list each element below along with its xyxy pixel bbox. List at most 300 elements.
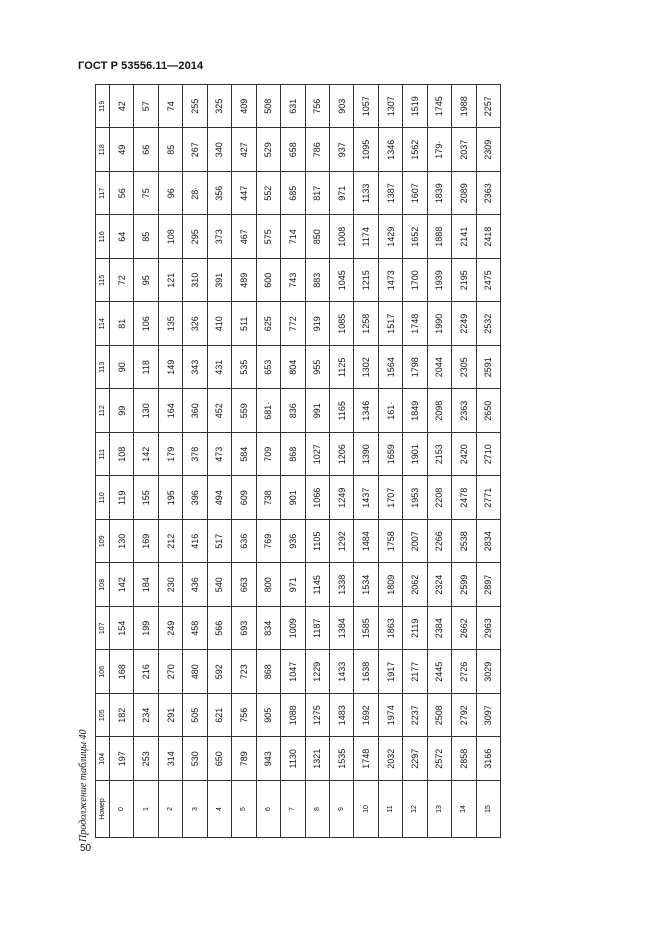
table-cell: 836 — [281, 389, 305, 433]
table-cell: 253 — [134, 737, 158, 781]
row-number-cell: 106 — [96, 650, 110, 694]
table-cell: 149 — [158, 346, 182, 390]
column-header: 1 — [134, 781, 158, 838]
table-cell: 195 — [158, 476, 182, 520]
table-cell: 1473 — [378, 259, 402, 303]
table-cell: 249 — [158, 607, 182, 651]
table-cell: 2478 — [452, 476, 476, 520]
table-cell: 2249 — [452, 302, 476, 346]
table-cell: 631 — [281, 85, 305, 129]
table-cell: 1917 — [378, 650, 402, 694]
table-cell: 1145 — [305, 563, 329, 607]
table-cell: 769 — [256, 520, 280, 564]
table-cell: 295 — [183, 215, 207, 259]
table-cell: 130 — [134, 389, 158, 433]
column-header: 11 — [378, 781, 402, 838]
column-header: 10 — [354, 781, 378, 838]
table-cell: 2062 — [403, 563, 427, 607]
table-cell: 409 — [232, 85, 256, 129]
table-cell: 108 — [110, 433, 134, 477]
table-cell: 1692 — [354, 694, 378, 738]
table-cell: 2153 — [427, 433, 451, 477]
table-cell: 566 — [207, 607, 231, 651]
table-cell: 559 — [232, 389, 256, 433]
table-cell: 786 — [305, 128, 329, 172]
table-cell: 868 — [281, 433, 305, 477]
table-cell: 800 — [256, 563, 280, 607]
table-cell: 919 — [305, 302, 329, 346]
table-cell: 49 — [110, 128, 134, 172]
table-cell: 64 — [110, 215, 134, 259]
table-cell: 505 — [183, 694, 207, 738]
table-cell: 291 — [158, 694, 182, 738]
table-cell: 1229 — [305, 650, 329, 694]
table-cell: 868 — [256, 650, 280, 694]
table-cell: 2007 — [403, 520, 427, 564]
table-cell: 1700 — [403, 259, 427, 303]
row-number-cell: 112 — [96, 389, 110, 433]
table-cell: 85 — [134, 215, 158, 259]
table-cell: 1535 — [329, 737, 353, 781]
table-cell: 1165 — [329, 389, 353, 433]
table-cell: 636 — [232, 520, 256, 564]
table-container — [95, 95, 501, 838]
table-cell: 756 — [305, 85, 329, 129]
column-header: 14 — [452, 781, 476, 838]
table-cell: 955 — [305, 346, 329, 390]
table-column-10 — [354, 85, 378, 838]
table-cell: 81 — [110, 302, 134, 346]
table-cell: 1988 — [452, 85, 476, 129]
table-cell: 2363 — [476, 172, 500, 216]
table-cell: 1888 — [427, 215, 451, 259]
table-cell: 2418 — [476, 215, 500, 259]
document-header: ГОСТ Р 53556.11—2014 — [78, 60, 204, 72]
table-cell: 789 — [232, 737, 256, 781]
table-cell: 2032 — [378, 737, 402, 781]
table-cell: 609 — [232, 476, 256, 520]
table-cell: 2037 — [452, 128, 476, 172]
table-cell: 142 — [134, 433, 158, 477]
table-cell: 85 — [158, 128, 182, 172]
table-cell: 118 — [134, 346, 158, 390]
table-column-4 — [207, 85, 231, 838]
table-cell: 2834 — [476, 520, 500, 564]
table-cell: 489 — [232, 259, 256, 303]
table-cell: 169 — [134, 520, 158, 564]
table-cell: 99 — [110, 389, 134, 433]
table-cell: 1534 — [354, 563, 378, 607]
table-cell: 2572 — [427, 737, 451, 781]
table-cell: 592 — [207, 650, 231, 694]
table-cell: 936 — [281, 520, 305, 564]
row-label-header: Номер — [96, 781, 110, 838]
row-number-cell: 118 — [96, 128, 110, 172]
table-cell: 95 — [134, 259, 158, 303]
table-cell: 517 — [207, 520, 231, 564]
table-cell: 184 — [134, 563, 158, 607]
table-cell: 1798 — [403, 346, 427, 390]
table-cell: 1066 — [305, 476, 329, 520]
table-cell: 552 — [256, 172, 280, 216]
table-cell: 2508 — [427, 694, 451, 738]
table-cell: 943 — [256, 737, 280, 781]
table-cell: 584 — [232, 433, 256, 477]
table-column-5 — [232, 85, 256, 838]
table-cell: 1748 — [403, 302, 427, 346]
table-cell: 467 — [232, 215, 256, 259]
table-cell: 2710 — [476, 433, 500, 477]
row-number-cell: 115 — [96, 259, 110, 303]
table-cell: 1939 — [427, 259, 451, 303]
table-cell: 2384 — [427, 607, 451, 651]
table-cell: 458 — [183, 607, 207, 651]
table-cell: 2475 — [476, 259, 500, 303]
table-cell: 436 — [183, 563, 207, 607]
table-cell: 1745 — [427, 85, 451, 129]
table-cell: 2662 — [452, 607, 476, 651]
column-header: 7 — [281, 781, 305, 838]
table-caption: Продолжение таблицы 40 — [78, 729, 89, 842]
table-cell: 1638 — [354, 650, 378, 694]
table-cell: 1206 — [329, 433, 353, 477]
table-cell: 164 — [158, 389, 182, 433]
table-cell: 142 — [110, 563, 134, 607]
table-column-13 — [427, 85, 451, 838]
table-cell: 378 — [183, 433, 207, 477]
table-cell: 1707 — [378, 476, 402, 520]
table-column-0 — [110, 85, 134, 838]
table-cell: 431 — [207, 346, 231, 390]
row-number-cell: 107 — [96, 607, 110, 651]
table-cell: 447 — [232, 172, 256, 216]
table-cell: 494 — [207, 476, 231, 520]
row-number-cell: 104 — [96, 737, 110, 781]
table-cell: 2309 — [476, 128, 500, 172]
table-cell: 1863 — [378, 607, 402, 651]
table-cell: 1990 — [427, 302, 451, 346]
table-cell: 2792 — [452, 694, 476, 738]
table-cell: 1346 — [354, 389, 378, 433]
table-column-6 — [256, 85, 280, 838]
table-cell: 1085 — [329, 302, 353, 346]
table-cell: 96 — [158, 172, 182, 216]
table-cell: 2119 — [403, 607, 427, 651]
table-cell: 2363 — [452, 389, 476, 433]
table-cell: 326 — [183, 302, 207, 346]
table-cell: 1302 — [354, 346, 378, 390]
table-cell: 2591 — [476, 346, 500, 390]
column-header: 0 — [110, 781, 134, 838]
table-cell: 2897 — [476, 563, 500, 607]
table-cell: 2237 — [403, 694, 427, 738]
column-header: 5 — [232, 781, 256, 838]
table-cell: 2538 — [452, 520, 476, 564]
table-cell: 1659 — [378, 433, 402, 477]
table-cell: 74 — [158, 85, 182, 129]
table-cell: 90 — [110, 346, 134, 390]
table-cell: 1839 — [427, 172, 451, 216]
row-number-cell: 117 — [96, 172, 110, 216]
table-cell: 650 — [207, 737, 231, 781]
table-cell: 2208 — [427, 476, 451, 520]
table-cell: 2650 — [476, 389, 500, 433]
table-cell: 2177 — [403, 650, 427, 694]
table-cell: 971 — [329, 172, 353, 216]
table-cell: 2098 — [427, 389, 451, 433]
table-cell: 1387 — [378, 172, 402, 216]
table-cell: 2420 — [452, 433, 476, 477]
table-cell: 971 — [281, 563, 305, 607]
table-cell: 216 — [134, 650, 158, 694]
table-cell: 653 — [256, 346, 280, 390]
table-cell: 234 — [134, 694, 158, 738]
table-cell: 1562 — [403, 128, 427, 172]
table-cell: 310 — [183, 259, 207, 303]
table-cell: 1390 — [354, 433, 378, 477]
table-cell: 340 — [207, 128, 231, 172]
table-cell: 1953 — [403, 476, 427, 520]
table-cell: 817 — [305, 172, 329, 216]
table-cell: 119 — [110, 476, 134, 520]
table-cell: 3029 — [476, 650, 500, 694]
table-cell: 901 — [281, 476, 305, 520]
table-cell: 658 — [281, 128, 305, 172]
table-cell: 1433 — [329, 650, 353, 694]
table-cell: 2726 — [452, 650, 476, 694]
table-cell: 883 — [305, 259, 329, 303]
table-cell: 743 — [281, 259, 305, 303]
row-number-cell: 110 — [96, 476, 110, 520]
table-cell: 1125 — [329, 346, 353, 390]
table-column-8 — [305, 85, 329, 838]
table-column-7 — [281, 85, 305, 838]
table-cell: 2305 — [452, 346, 476, 390]
table-cell: 75 — [134, 172, 158, 216]
table-cell: 535 — [232, 346, 256, 390]
table-cell: 2141 — [452, 215, 476, 259]
table-cell: 621 — [207, 694, 231, 738]
table-cell: 905 — [256, 694, 280, 738]
table-cell: 1564 — [378, 346, 402, 390]
table-cell: 325 — [207, 85, 231, 129]
table-column-11 — [378, 85, 402, 838]
column-header: 8 — [305, 781, 329, 838]
table-cell: 343 — [183, 346, 207, 390]
table-cell: 991 — [305, 389, 329, 433]
table-cell: 1758 — [378, 520, 402, 564]
table-cell: 373 — [207, 215, 231, 259]
table-cell: 1249 — [329, 476, 353, 520]
table-cell: 108 — [158, 215, 182, 259]
column-header: 2 — [158, 781, 182, 838]
table-cell: 1652 — [403, 215, 427, 259]
table-cell: 2297 — [403, 737, 427, 781]
table-cell: 1307 — [378, 85, 402, 129]
table-column-9 — [329, 85, 353, 838]
column-header: 3 — [183, 781, 207, 838]
table-cell: 42 — [110, 85, 134, 129]
table-cell: 2324 — [427, 563, 451, 607]
table-cell: 3166 — [476, 737, 500, 781]
column-header: 15 — [476, 781, 500, 838]
table-body — [96, 85, 501, 838]
table-cell: 1187 — [305, 607, 329, 651]
table-cell: 1045 — [329, 259, 353, 303]
table-cell: 197 — [110, 737, 134, 781]
table-cell: 685 — [281, 172, 305, 216]
table-cell: 772 — [281, 302, 305, 346]
table-cell: 179 — [158, 433, 182, 477]
table-cell: 1105 — [305, 520, 329, 564]
table-cell: 1585 — [354, 607, 378, 651]
table-cell: 2963 — [476, 607, 500, 651]
table-column-2 — [158, 85, 182, 838]
table-cell: 625 — [256, 302, 280, 346]
column-header: 13 — [427, 781, 451, 838]
table-cell: 1607 — [403, 172, 427, 216]
table-cell: 121 — [158, 259, 182, 303]
table-cell: 1484 — [354, 520, 378, 564]
table-cell: 529 — [256, 128, 280, 172]
table-cell: 130 — [110, 520, 134, 564]
caption-container — [78, 712, 92, 842]
table-column-3 — [183, 85, 207, 838]
table-cell: 1483 — [329, 694, 353, 738]
table-cell: 1275 — [305, 694, 329, 738]
table-cell: 2257 — [476, 85, 500, 129]
row-number-header-row — [96, 85, 110, 838]
table-cell: 1321 — [305, 737, 329, 781]
table-column-14 — [452, 85, 476, 838]
table-cell: 182 — [110, 694, 134, 738]
row-number-cell: 108 — [96, 563, 110, 607]
table-cell: 508 — [256, 85, 280, 129]
data-table — [95, 84, 501, 838]
column-header: 9 — [329, 781, 353, 838]
table-cell: 2089 — [452, 172, 476, 216]
table-cell: 1338 — [329, 563, 353, 607]
table-cell: 540 — [207, 563, 231, 607]
table-cell: 199 — [134, 607, 158, 651]
table-cell: 2266 — [427, 520, 451, 564]
table-cell: 391 — [207, 259, 231, 303]
table-cell: 2044 — [427, 346, 451, 390]
table-cell: 1901 — [403, 433, 427, 477]
table-cell: 2599 — [452, 563, 476, 607]
table-cell: 230 — [158, 563, 182, 607]
table-cell: 1429 — [378, 215, 402, 259]
table-cell: 452 — [207, 389, 231, 433]
table-cell: 1047 — [281, 650, 305, 694]
column-header: 6 — [256, 781, 280, 838]
table-column-15 — [476, 85, 500, 838]
table-cell: 360 — [183, 389, 207, 433]
rotated-table-frame — [95, 95, 501, 838]
table-cell: 168 — [110, 650, 134, 694]
table-cell: 255 — [183, 85, 207, 129]
table-cell: 1346 — [378, 128, 402, 172]
table-cell: 473 — [207, 433, 231, 477]
table-cell: 738 — [256, 476, 280, 520]
table-cell: 850 — [305, 215, 329, 259]
table-cell: 714 — [281, 215, 305, 259]
table-cell: 1849 — [403, 389, 427, 433]
table-cell: 530 — [183, 737, 207, 781]
table-cell: 663 — [232, 563, 256, 607]
table-cell: 57 — [134, 85, 158, 129]
table-cell: 804 — [281, 346, 305, 390]
row-number-cell: 114 — [96, 302, 110, 346]
table-cell: 1088 — [281, 694, 305, 738]
table-cell: 267 — [183, 128, 207, 172]
table-cell: 511 — [232, 302, 256, 346]
table-cell: 2445 — [427, 650, 451, 694]
row-number-cell: 111 — [96, 433, 110, 477]
table-cell: 2532 — [476, 302, 500, 346]
table-cell: 66 — [134, 128, 158, 172]
table-cell: 1519 — [403, 85, 427, 129]
table-cell: 1809 — [378, 563, 402, 607]
table-cell: 1517 — [378, 302, 402, 346]
table-cell: 681· — [256, 389, 280, 433]
table-cell: 1748 — [354, 737, 378, 781]
page-number: 50 — [80, 843, 92, 854]
table-cell: 3097 — [476, 694, 500, 738]
table-cell: 56 — [110, 172, 134, 216]
table-cell: 937 — [329, 128, 353, 172]
table-cell: 154 — [110, 607, 134, 651]
row-number-cell: 113 — [96, 346, 110, 390]
table-cell: 480 — [183, 650, 207, 694]
table-cell: 1174 — [354, 215, 378, 259]
table-cell: 410 — [207, 302, 231, 346]
table-cell: 179· — [427, 128, 451, 172]
table-cell: 356 — [207, 172, 231, 216]
row-number-cell: 109 — [96, 520, 110, 564]
table-cell: 1215 — [354, 259, 378, 303]
table-cell: 161· — [378, 389, 402, 433]
table-cell: 709 — [256, 433, 280, 477]
row-number-cell: 116 — [96, 215, 110, 259]
table-cell: 575 — [256, 215, 280, 259]
table-cell: 600 — [256, 259, 280, 303]
table-cell: 1027 — [305, 433, 329, 477]
table-cell: 723 — [232, 650, 256, 694]
table-cell: 1009 — [281, 607, 305, 651]
table-cell: 2195 — [452, 259, 476, 303]
table-cell: 28· — [183, 172, 207, 216]
table-cell: 2858 — [452, 737, 476, 781]
table-cell: 834 — [256, 607, 280, 651]
table-cell: 155 — [134, 476, 158, 520]
table-cell: 1008 — [329, 215, 353, 259]
table-cell: 1384 — [329, 607, 353, 651]
table-cell: 212 — [158, 520, 182, 564]
row-number-cell: 105 — [96, 694, 110, 738]
table-column-12 — [403, 85, 427, 838]
table-cell: 903 — [329, 85, 353, 129]
table-cell: 106 — [134, 302, 158, 346]
table-cell: 1437 — [354, 476, 378, 520]
table-column-1 — [134, 85, 158, 838]
table-cell: 1133 — [354, 172, 378, 216]
row-number-cell: 119 — [96, 85, 110, 129]
table-cell: 416 — [183, 520, 207, 564]
table-cell: 2771 — [476, 476, 500, 520]
table-cell: 1258 — [354, 302, 378, 346]
table-cell: 1974 — [378, 694, 402, 738]
